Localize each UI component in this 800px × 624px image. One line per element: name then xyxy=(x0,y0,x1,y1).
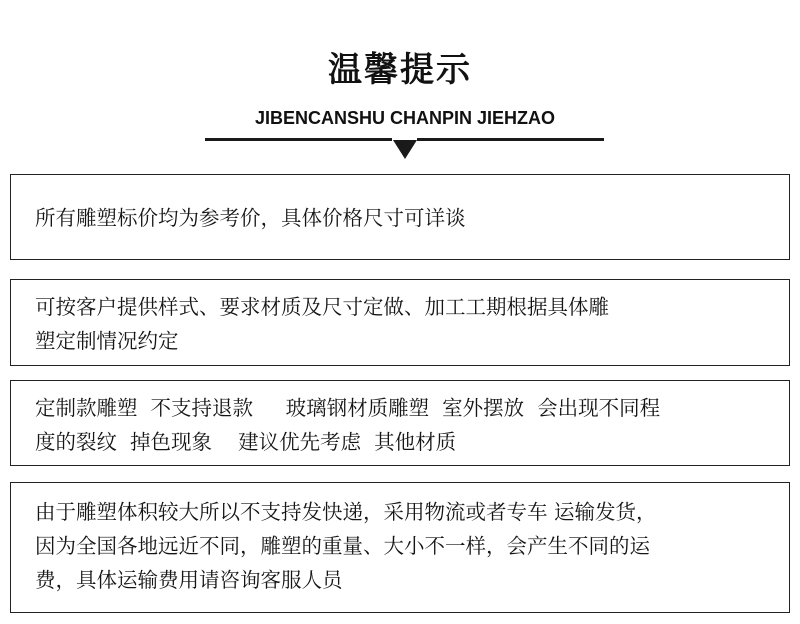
arrow-down-icon xyxy=(393,140,417,159)
notice-4-line-1: 由于雕塑体积较大所以不支持发快递，采用物流或者专车 运输发货， xyxy=(35,500,657,524)
page-subtitle: JIBENCANSHU CHANPIN JIEHZAO xyxy=(254,108,556,128)
notice-2-line-2: 塑定制情况约定 xyxy=(35,329,179,353)
notice-3-line-2: 度的裂纹 掉色现象 建议优先考虑 其他材质 xyxy=(35,430,457,454)
page-title: 温馨提示 xyxy=(328,50,472,90)
notice-1-line-1: 所有雕塑标价均为参考价，具体价格尺寸可详谈 xyxy=(35,206,466,230)
notice-box-1 xyxy=(10,174,790,260)
notice-box-3 xyxy=(10,380,790,466)
notice-4-line-2: 因为全国各地远近不同，雕塑的重量、大小不一样，会产生不同的运 xyxy=(35,534,650,558)
notice-3-line-1: 定制款雕塑 不支持退款 玻璃钢材质雕塑 室外摆放 会出现不同程 xyxy=(35,396,661,420)
notice-4-line-3: 费，具体运输费用请咨询客服人员 xyxy=(35,568,343,592)
notice-box-4 xyxy=(10,482,790,613)
subtitle-row xyxy=(205,108,605,132)
notice-2-line-1: 可按客户提供样式、要求材质及尺寸定做、加工工期根据具体雕 xyxy=(35,295,609,319)
divider-left xyxy=(205,138,392,141)
divider-right xyxy=(417,138,604,141)
notice-box-2 xyxy=(10,279,790,366)
